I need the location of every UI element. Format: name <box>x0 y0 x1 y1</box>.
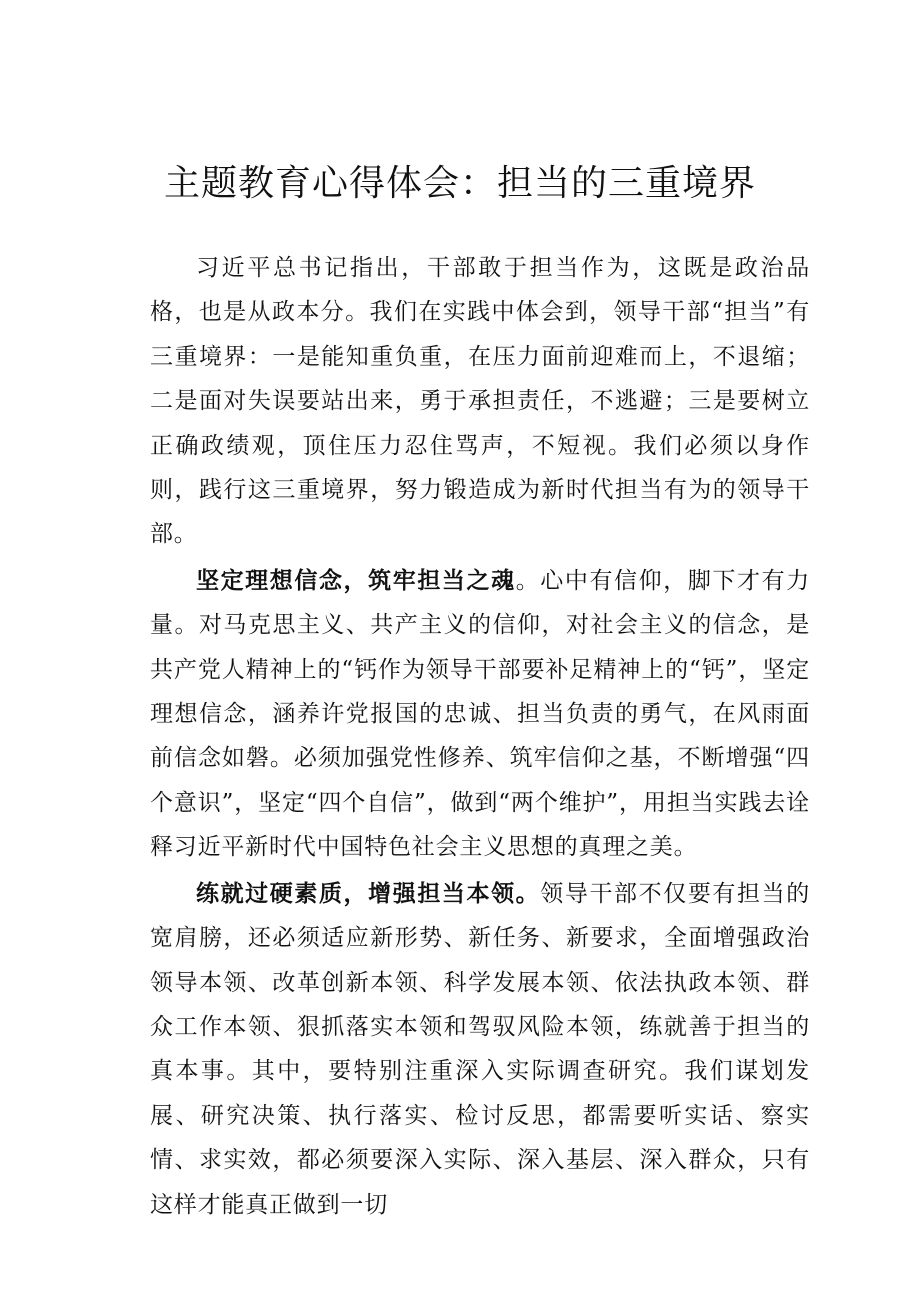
paragraph-skills <box>150 872 810 1227</box>
paragraph-lead-heading: 练就过硬素质，增强担当本领。 <box>196 880 541 907</box>
paragraph-text: 习近平总书记指出，干部敢于担当作为，这既是政治品格，也是从政本分。我们在实践中体会到，领导干部“担当”有三重境界：一是能知重负重，在压力面前迎难而上，不退缩；二是面对失误要站出来，勇于承担责任，不逃避；三是要树立正确政绩观，顶住压力忍住骂声，不短视。我们必须以身作则，践行这三重境界，努力锻造成为新时代担当有为的领导干部。 <box>150 255 810 548</box>
document-body <box>150 246 810 1227</box>
paragraph-ideals <box>150 559 810 870</box>
paragraph-lead-heading: 坚定理想信念，筑牢担当之魂 <box>196 567 516 594</box>
paragraph-text: 领导干部不仅要有担当的宽肩膀，还必须适应新形势、新任务、新要求，全面增强政治领导本领、改革创新本领、科学发展本领、依法执政本领、群众工作本领、狠抓落实本领和驾驭风险本领，练就善于担当的真本事。其中，要特别注重深入实际调查研究。我们谋划发展、研究决策、执行落实、检讨反思，都需要听实话、察实情、求实效，都必须要深入实际、深入基层、深入群众，只有这样才能真正做到一切 <box>150 880 810 1218</box>
paragraph-text: 。心中有信仰，脚下才有力量。对马克思主义、共产主义的信仰，对社会主义的信念，是共产党人精神上的“钙作为领导干部要补足精神上的“钙”，坚定理想信念，涵养许党报国的忠诚、担当负责的勇气，在风雨面前信念如磐。必须加强党性修养、筑牢信仰之基，不断增强“四个意识”，坚定“四个自信”，做到“两个维护”，用担当实践去诠释习近平新时代中国特色社会主义思想的真理之美。 <box>150 567 810 861</box>
document-title: 主题教育心得体会：担当的三重境界 <box>163 163 756 204</box>
paragraph-intro <box>150 246 810 557</box>
